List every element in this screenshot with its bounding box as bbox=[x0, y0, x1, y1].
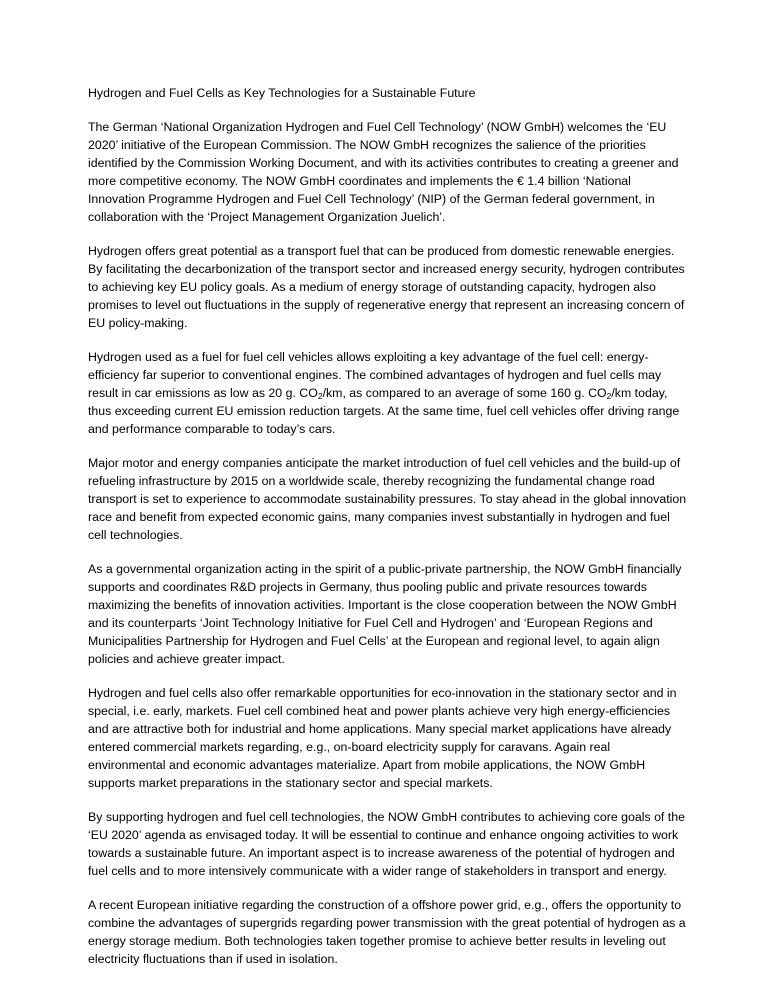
paragraph-stationary-special-markets: Hydrogen and fuel cells also offer remarkable opportunities for eco-innovation in the stationary sector and in special, i.e. early, markets. Fuel cell combined heat and power plants achieve very high energy-efficiencies and are attractive both for industrial and home applications. Many special market applications have already entered commercial markets regarding, e.g., on-board electricity supply for caravans. Again real environmental and economic advantages materialize. Apart from mobile applications, the NOW GmbH supports market preparations in the stationary sector and special markets. bbox=[88, 686, 677, 790]
text-run: /km today, thus exceeding current EU emission reduction targets. At the same time, fuel cell vehicles offer driving range and performance comparable to today’s cars. bbox=[88, 386, 680, 436]
paragraph-now-gmbh-intro: The German ‘National Organization Hydrogen and Fuel Cell Technology’ (NOW GmbH) welcomes the ‘EU 2020’ initiative of the European Commission. The NOW GmbH recognizes the salience of the priorities identified by the Commission Working Document, and with its activities contributes to creating a greener and more competitive economy. The NOW GmbH coordinates and implements the € 1.4 billion ‘National Innovation Programme Hydrogen and Fuel Cell Technology’ (NIP) of the German federal government, in collaboration with the ‘Project Management Organization Juelich’. bbox=[88, 120, 679, 224]
paragraph-offshore-grid: A recent European initiative regarding the construction of a offshore power grid, e.g., offers the opportunity to combine the advantages of supergrids regarding power transmission with the great potential of hydrogen as a energy storage medium. Both technologies taken together promise to achieve better results in leveling out electricity fluctuations than if used in isolation. bbox=[88, 898, 686, 966]
document-page bbox=[88, 84, 688, 984]
subscript: 2 bbox=[317, 391, 323, 401]
paragraph-fuel-cell-vehicles bbox=[88, 348, 688, 438]
paragraph-public-private-partnership: As a governmental organization acting in the spirit of a public-private partnership, the NOW GmbH financially supports and coordinates R&D projects in Germany, thus pooling public and private resources towards maximizing the benefits of innovation activities. Important is the close cooperation between the NOW GmbH and its counterparts ‘Joint Technology Initiative for Fuel Cell and Hydrogen’ and ‘European Regions and Municipalities Partnership for Hydrogen and Fuel Cells’ at the European and regional level, to again align policies and achieve greater impact. bbox=[88, 562, 682, 666]
document-title: Hydrogen and Fuel Cells as Key Technologies for a Sustainable Future bbox=[88, 86, 476, 100]
paragraph-eu-2020-goals: By supporting hydrogen and fuel cell technologies, the NOW GmbH contributes to achieving core goals of the ‘EU 2020’ agenda as envisaged today. It will be essential to continue and enhance ongoing activities to work towards a sustainable future. An important aspect is to increase awareness of the potential of hydrogen and fuel cells and to more intensively communicate with a wider range of stakeholders in transport and energy. bbox=[88, 810, 685, 878]
subscript: 2 bbox=[606, 391, 612, 401]
text-run: Hydrogen used as a fuel for fuel cell vehicles allows exploiting a key advantage of the fuel cell: energy-efficiency far superior to conventional engines. The combined advantages of hydrogen and fuel cells may result in car emissions as low as 20 g. CO bbox=[88, 350, 662, 400]
text-run: /km, as compared to an average of some 160 g. CO bbox=[322, 386, 607, 400]
paragraph-hydrogen-potential: Hydrogen offers great potential as a transport fuel that can be produced from domestic renewable energies. By facilitating the decarbonization of the transport sector and increased energy security, hydrogen contributes to achieving key EU policy goals. As a medium of energy storage of outstanding capacity, hydrogen also promises to level out fluctuations in the supply of regenerative energy that represent an increasing concern of EU policy-making. bbox=[88, 244, 685, 330]
paragraph-market-introduction: Major motor and energy companies anticipate the market introduction of fuel cell vehicles and the build-up of refueling infrastructure by 2015 on a worldwide scale, thereby recognizing the fundamental change road transport is set to experience to accommodate sustainability pressures. To stay ahead in the global innovation race and benefit from expected economic gains, many companies invest substantially in hydrogen and fuel cell technologies. bbox=[88, 456, 687, 542]
